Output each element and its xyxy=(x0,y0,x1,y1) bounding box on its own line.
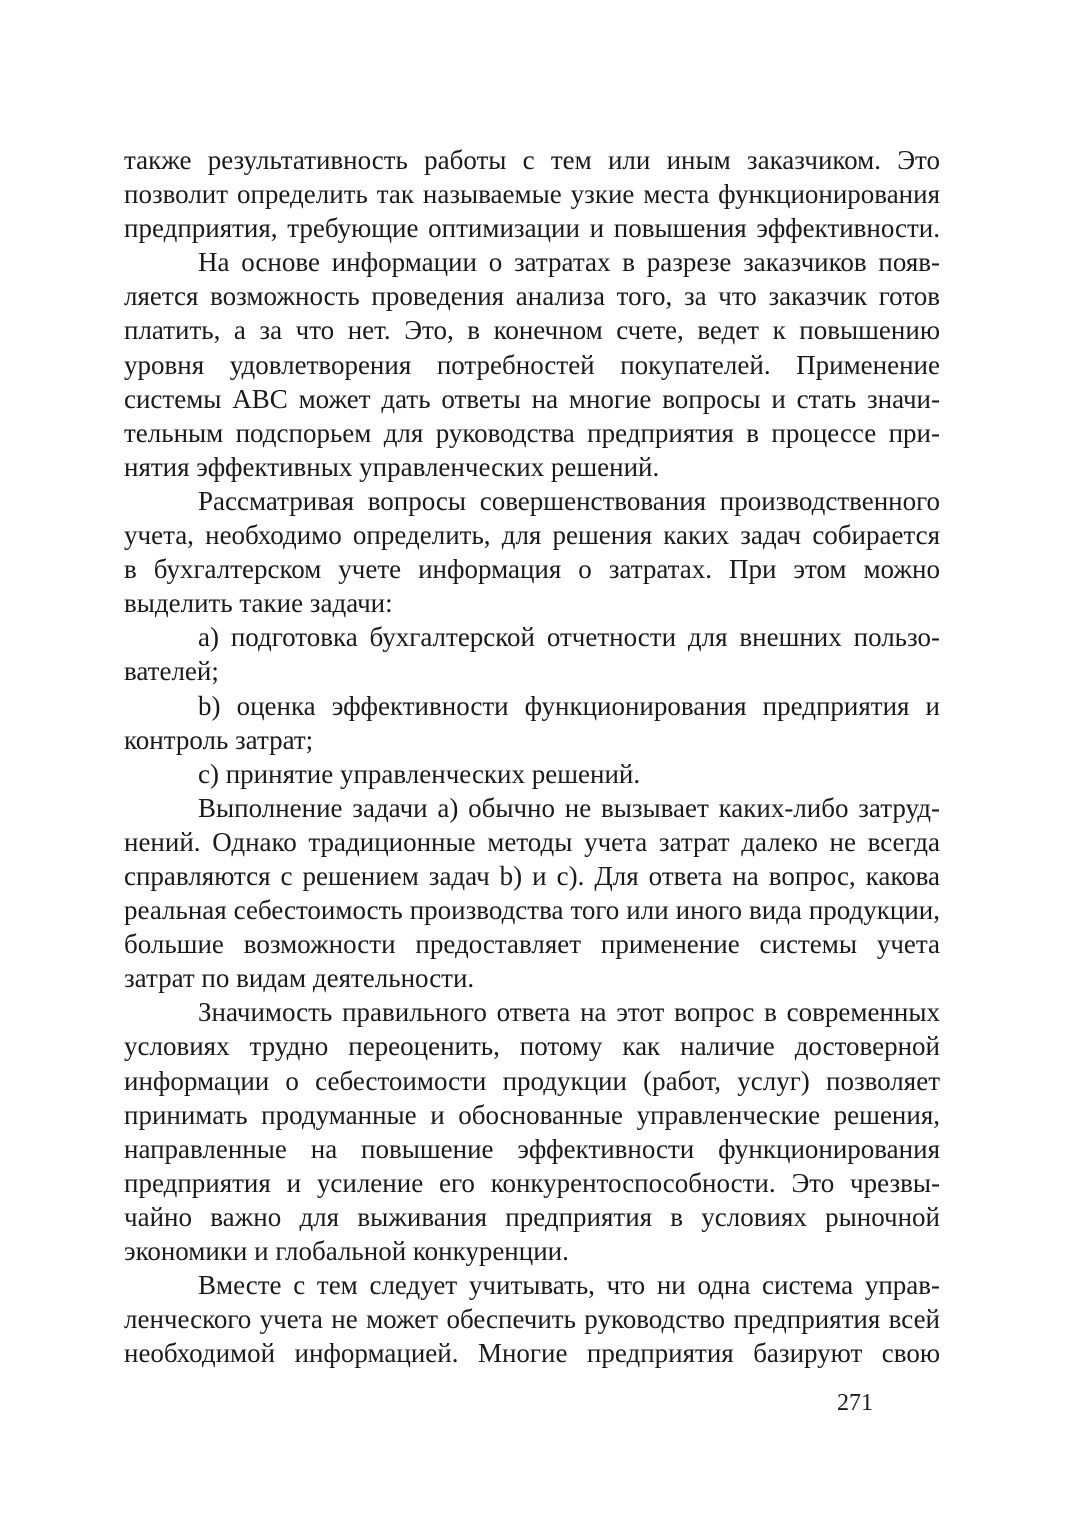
text-line: Рассматривая вопросы совершенствования производственного xyxy=(198,485,940,516)
text-line: большие возможности предоставляет применение системы учета xyxy=(124,929,940,960)
text-line: Значимость правильного ответа на этот вопрос в современных xyxy=(198,997,940,1028)
text-line: тельным подспорьем для руководства предприятия в процессе при- xyxy=(124,417,940,448)
text-line: реальная себестоимость производства того или иного вида продукции, xyxy=(124,895,940,926)
text-line: ленческого учета не может обеспечить руководство предприятия всей xyxy=(124,1304,940,1335)
text-line: предприятия и усиление его конкурентоспособности. Это чрезвы- xyxy=(124,1167,940,1198)
text-line: платить, а за что нет. Это, в конечном счете, ведет к повышению xyxy=(124,315,940,346)
text-line: экономики и глобальной конкуренции. xyxy=(124,1236,569,1266)
text-line: направленные на повышение эффективности функционирования xyxy=(124,1133,940,1164)
text-line: контроль затрат; xyxy=(124,724,314,755)
text-line: позволит определить так называемые узкие места функционирования xyxy=(124,179,940,210)
text-line: ляется возможность проведения анализа того, за что заказчик готов xyxy=(124,281,940,312)
text-line: выделить такие задачи: xyxy=(124,588,393,619)
text-line: в бухгалтерском учете информация о затратах. При этом можно xyxy=(124,554,940,585)
text-line: справляются с решением задач b) и c). Для ответа на вопрос, какова xyxy=(124,860,940,891)
text-line: уровня удовлетворения потребностей покупателей. Применение xyxy=(124,349,940,380)
text-line: нений. Однако традиционные методы учета затрат далеко не всегда xyxy=(124,826,940,857)
page-number: 271 xyxy=(837,1390,873,1416)
text-line: информации о себестоимости продукции (работ, услуг) позволяет xyxy=(124,1065,940,1096)
text-line: предприятия, требующие оптимизации и повышения эффективности. xyxy=(124,213,940,244)
text-line: Вместе с тем следует учитывать, что ни одна система управ- xyxy=(198,1270,940,1301)
text-line: чайно важно для выживания предприятия в условиях рыночной xyxy=(124,1201,940,1232)
text-line: c) принятие управленческих решений. xyxy=(198,758,641,789)
text-line: принимать продуманные и обоснованные управленческие решения, xyxy=(124,1099,940,1130)
text-line: Выполнение задачи a) обычно не вызывает каких-либо затруд- xyxy=(198,792,940,823)
text-line: также результативность работы с тем или иным заказчиком. Это xyxy=(124,145,940,175)
text-line: учета, необходимо определить, для решения каких задач собирается xyxy=(124,520,940,551)
text-line: условиях трудно переоценить, потому как наличие достоверной xyxy=(124,1031,940,1062)
text-line: системы АВС может дать ответы на многие вопросы и стать значи- xyxy=(124,383,940,414)
body-text xyxy=(124,143,940,1370)
text-line: вателей; xyxy=(124,656,219,687)
text-line: необходимой информацией. Многие предприятия базируют свою xyxy=(124,1338,940,1369)
text-line: На основе информации о затратах в разрезе заказчиков появ- xyxy=(198,247,940,278)
text-line: b) оценка эффективности функционирования предприятия и xyxy=(198,690,940,721)
text-line: затрат по видам деятельности. xyxy=(124,963,475,994)
text-line: нятия эффективных управленческих решений. xyxy=(124,451,660,482)
text-line: a) подготовка бухгалтерской отчетности для внешних пользо- xyxy=(198,622,940,653)
